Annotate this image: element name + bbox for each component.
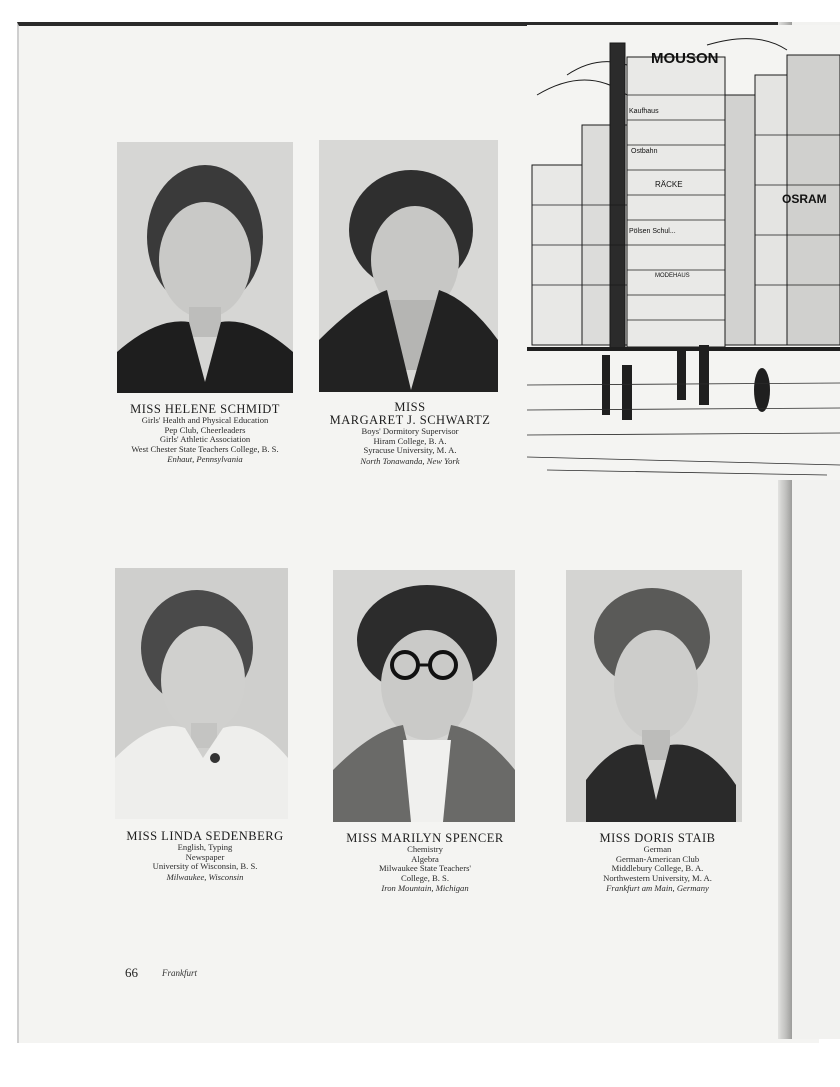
caption-helene-schmidt <box>95 403 315 464</box>
faculty-hometown: Enhaut, Pennsylvania <box>167 454 243 465</box>
faculty-hometown: Iron Mountain, Michigan <box>381 883 469 894</box>
frankfurt-street-sketch <box>527 25 840 480</box>
portrait-margaret-schwartz <box>319 140 498 392</box>
faculty-name: MARGARET J. SCHWARTZ <box>329 413 491 427</box>
portrait-doris-staib <box>566 570 742 822</box>
faculty-detail: Milwaukee State Teachers' <box>379 863 471 874</box>
faculty-hometown: North Tonawanda, New York <box>360 455 460 466</box>
faculty-detail: College, B. S. <box>401 872 449 883</box>
faculty-detail: Northwestern University, M. A. <box>603 872 712 883</box>
faculty-name: MISS MARILYN SPENCER <box>346 831 504 845</box>
portrait-helene-schmidt <box>117 142 293 393</box>
sketch-sign-racke: RÄCKE <box>655 180 683 189</box>
faculty-detail: Newspaper <box>185 851 225 862</box>
sketch-sign-modehaus: MODEHAUS <box>655 273 690 279</box>
faculty-detail: German <box>643 844 672 854</box>
faculty-detail: Middlebury College, B. A. <box>611 863 704 874</box>
faculty-detail: Syracuse University, M. A. <box>363 445 457 456</box>
caption-margaret-schwartz <box>305 401 515 466</box>
faculty-name: MISS DORIS STAIB <box>599 831 716 845</box>
faculty-name: MISS HELENE SCHMIDT <box>130 402 280 416</box>
sketch-sign-mouson: MOUSON <box>651 50 719 67</box>
faculty-detail: Algebra <box>411 853 439 864</box>
faculty-detail: English, Typing <box>177 842 233 852</box>
faculty-detail: University of Wisconsin, B. S. <box>152 861 258 872</box>
faculty-hometown: Milwaukee, Wisconsin <box>166 871 244 882</box>
caption-linda-sedenberg <box>105 830 305 882</box>
faculty-detail: Girls' Health and Physical Education <box>141 415 269 425</box>
page-number: 66 <box>125 965 138 980</box>
running-title: Frankfurt <box>162 968 197 978</box>
sketch-sign-osram: OSRAM <box>782 192 827 206</box>
caption-marilyn-spencer <box>320 832 530 893</box>
faculty-detail: Hiram College, B. A. <box>373 435 447 446</box>
faculty-detail: Pep Club, Cheerleaders <box>164 424 246 435</box>
sketch-sign-kaufhaus: Kaufhaus <box>629 108 659 115</box>
portrait-linda-sedenberg <box>115 568 288 819</box>
sketch-sign-polsen: Pölsen Schul... <box>629 228 676 235</box>
faculty-detail: Chemistry <box>407 844 443 854</box>
faculty-detail: Boys' Dormitory Supervisor <box>361 426 459 436</box>
faculty-name-prefix: MISS <box>394 400 426 414</box>
sketch-sign-ostbahn: Ostbahn <box>631 148 658 155</box>
faculty-detail: West Chester State Teachers College, B. S. <box>131 443 279 454</box>
faculty-name: MISS LINDA SEDENBERG <box>126 829 284 843</box>
faculty-hometown: Frankfurt am Main, Germany <box>606 883 709 894</box>
caption-doris-staib <box>555 832 760 893</box>
faculty-detail: German-American Club <box>615 853 700 864</box>
faculty-detail: Girls' Athletic Association <box>159 434 251 445</box>
portrait-marilyn-spencer <box>333 570 515 822</box>
